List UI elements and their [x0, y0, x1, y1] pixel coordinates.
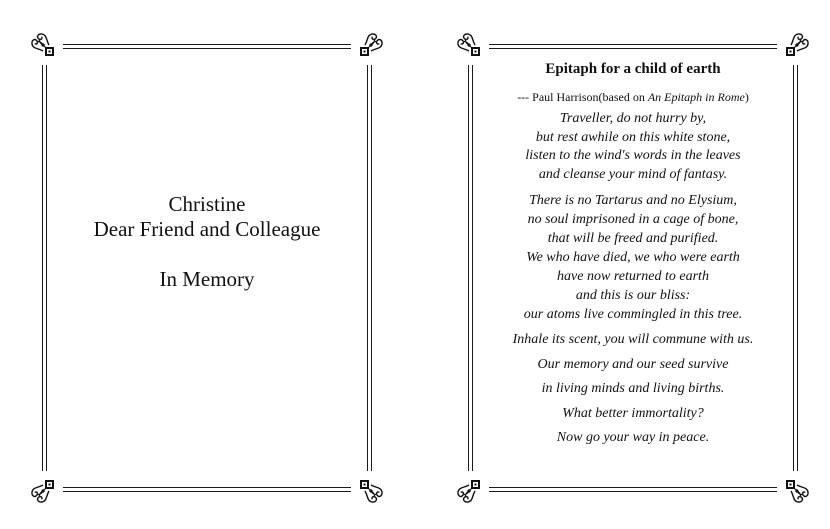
attribution-work: An Epitaph in Rome [647, 90, 745, 104]
poem-line: Traveller, do not hurry by, [559, 111, 707, 126]
poem-line: our atoms live commingled in this tree. [523, 307, 743, 322]
poem-line: that will be freed and purified. [547, 231, 719, 246]
epitaph-card-right [468, 44, 798, 492]
memorial-relation: Dear Friend and Colleague [93, 217, 321, 241]
poem-attribution [468, 90, 798, 105]
poem-line: Inhale its scent, you will commune with us. [512, 332, 754, 347]
poem-line: We who have died, we who were earth [526, 250, 740, 265]
memorial-text [42, 192, 372, 292]
memorial-name: Christine [168, 192, 246, 216]
poem-stanza-2 [468, 191, 798, 324]
poem-line: Our memory and our seed survive [537, 356, 729, 372]
fleur-de-lis-corner-icon [351, 31, 385, 65]
poem-line: have now returned to earth [557, 269, 709, 284]
fleur-de-lis-corner-icon [29, 471, 63, 505]
poem-title: Epitaph for a child of earth [545, 61, 721, 77]
poem-line: no soul imprisoned in a cage of bone, [527, 212, 739, 227]
poem-line: and cleanse your mind of fantasy. [538, 166, 728, 182]
in-memory-heading: In Memory [159, 267, 255, 291]
fleur-de-lis-corner-icon [29, 31, 63, 65]
attribution-author: --- Paul Harrison(based on [517, 90, 648, 104]
memorial-card-left [42, 44, 372, 492]
fleur-de-lis-corner-icon [777, 471, 811, 505]
poem-line: What better immortality? [562, 405, 704, 421]
poem-line: and this is our bliss: [575, 288, 691, 303]
attribution-close: ) [744, 90, 749, 104]
poem-line: There is no Tartarus and no Elysium, [529, 193, 737, 208]
epitaph-poem [468, 60, 798, 448]
poem-line: listen to the wind's words in the leaves [525, 148, 741, 163]
fleur-de-lis-corner-icon [351, 471, 385, 505]
poem-line: in living minds and living births. [541, 381, 725, 396]
fleur-de-lis-corner-icon [455, 471, 489, 505]
poem-line: Now go your way in peace. [556, 430, 710, 445]
poem-stanza-1 [468, 110, 798, 184]
poem-line: but rest awhile on this white stone, [535, 129, 731, 145]
